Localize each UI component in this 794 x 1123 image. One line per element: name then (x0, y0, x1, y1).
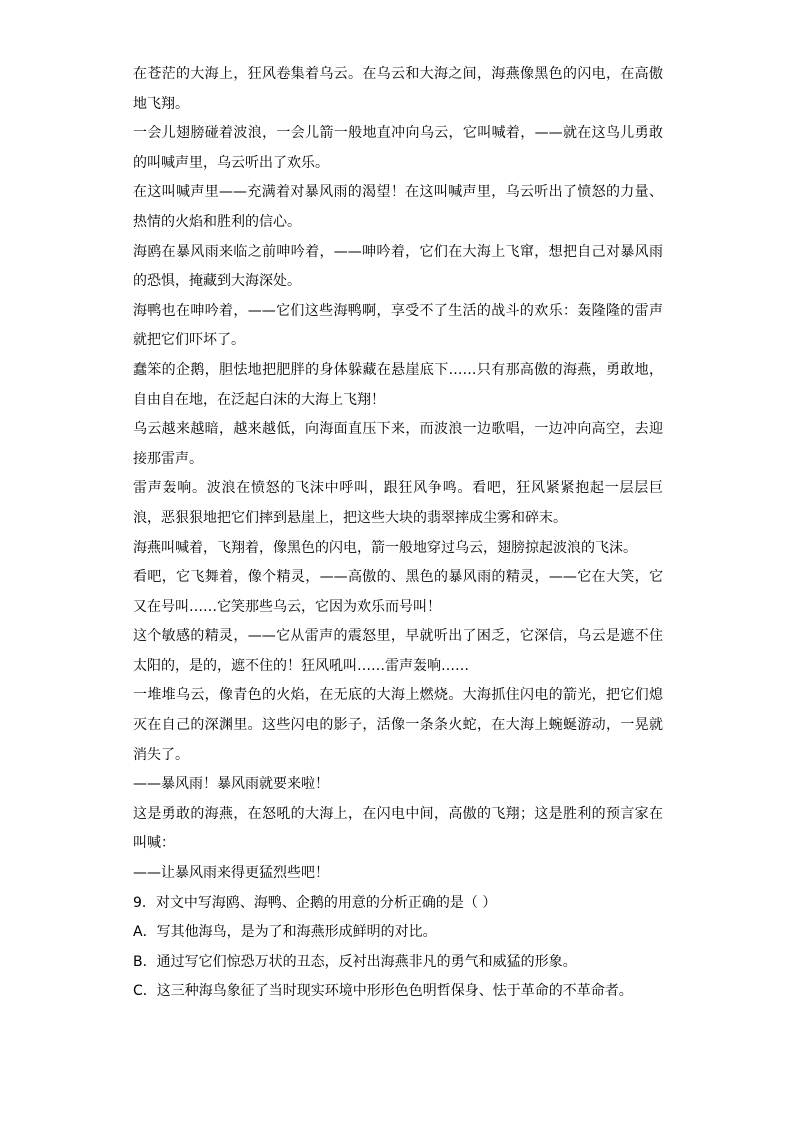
passage-paragraph-10: 看吧，它飞舞着，像个精灵，——高傲的、黑色的暴风雨的精灵，——它在大笑，它又在号叫……它笑那些乌云，它因为欢乐而号叫！ (133, 569, 663, 615)
passage-paragraph-9: 海燕叫喊着，飞翔着，像黑色的闪电，箭一般地穿过乌云，翅膀掠起波浪的飞沫。 (133, 539, 637, 556)
question-option-a: A．写其他海鸟，是为了和海燕形成鲜明的对比。 (133, 924, 437, 941)
passage-paragraph-5: 海鸭也在呻吟着，——它们这些海鸭啊，享受不了生活的战斗的欢乐：轰隆隆的雷声就把它们吓坏了。 (133, 302, 663, 349)
question-stem: 9．对文中写海鸥、海鸭、企鹅的用意的分析正确的是（ ） (133, 894, 497, 911)
passage-paragraph-15: ——让暴风雨来得更猛烈些吧！ (133, 865, 329, 882)
passage-paragraph-7: 乌云越来越暗，越来越低，向海面直压下来，而波浪一边歌唱，一边冲向高空，去迎接那雷声。 (133, 421, 663, 467)
passage-paragraph-1: 在苍茫的大海上，狂风卷集着乌云。在乌云和大海之间，海燕像黑色的闪电，在高傲地飞翔。 (133, 66, 663, 112)
passage-paragraph-13: ——暴风雨！暴风雨就要来啦！ (133, 776, 329, 793)
passage-paragraph-6: 蠢笨的企鹅，胆怯地把肥胖的身体躲藏在悬崖底下……只有那高傲的海燕，勇敢地，自由自在地，在泛起白沫的大海上飞翔！ (133, 361, 663, 408)
passage-paragraph-11: 这个敏感的精灵，——它从雷声的震怒里，早就听出了困乏，它深信，乌云是遮不住太阳的，是的，遮不住的！狂风吼叫……雷声轰响…… (133, 628, 663, 674)
question-option-b: B．通过写它们惊恐万状的丑态，反衬出海燕非凡的勇气和威猛的形象。 (133, 953, 577, 970)
document-page (133, 60, 663, 1007)
passage-paragraph-2: 一会儿翅膀碰着波浪，一会儿箭一般地直冲向乌云，它叫喊着，——就在这鸟儿勇敢的叫喊声里，乌云听出了欢乐。 (133, 125, 663, 171)
passage-paragraph-12: 一堆堆乌云，像青色的火焰，在无底的大海上燃烧。大海抓住闪电的箭光，把它们熄灭在自己的深渊里。这些闪电的影子，活像一条条火蛇，在大海上蜿蜒游动，一晃就消失了。 (133, 687, 663, 763)
passage-paragraph-14: 这是勇敢的海燕，在怒吼的大海上，在闪电中间，高傲的飞翔；这是胜利的预言家在叫喊： (133, 805, 663, 852)
passage-paragraph-4: 海鸥在暴风雨来临之前呻吟着，——呻吟着，它们在大海上飞窜，想把自己对暴风雨的恐惧，掩藏到大海深处。 (133, 243, 663, 290)
passage-paragraph-3: 在这叫喊声里——充满着对暴风雨的渴望！在这叫喊声里，乌云听出了愤怒的力量、热情的火焰和胜利的信心。 (133, 184, 663, 230)
question-option-c: C．这三种海鸟象征了当时现实环境中形形色色明哲保身、怯于革命的不革命者。 (133, 983, 633, 1000)
passage-paragraph-8: 雷声轰响。波浪在愤怒的飞沫中呼叫，跟狂风争鸣。看吧，狂风紧紧抱起一层层巨浪，恶狠狠地把它们摔到悬崖上，把这些大块的翡翠摔成尘雾和碎末。 (133, 480, 663, 526)
